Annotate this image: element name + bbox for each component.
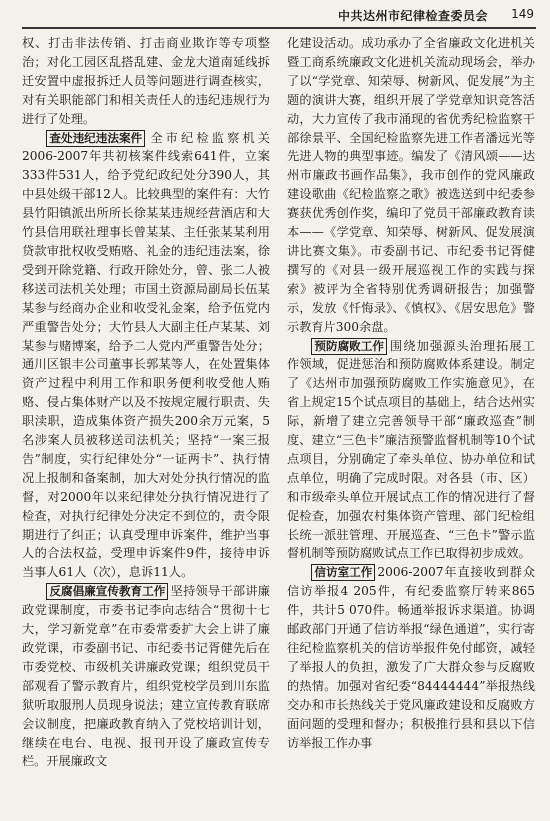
section-body-education: 坚持领导干部讲廉政党课制度，市委书记李向志结合“贯彻十七大，学习新党章”在市委常委扩大会上讲了廉政党课，市委副书记、市纪委书记胥健先后在市委党校、市级机关讲廉政党课；组织党员干部观看了警示教育片，组织党校学员到川东监狱听取服刑人员现身说法；建立宣传教育联席会议制度，把廉政教育纳入了党校培训计划，继续在电台、电视、报刊开设了廉政宣传专栏。开展廉政文: [22, 584, 270, 769]
section-petition-office: [287, 563, 535, 752]
right-column: [287, 34, 535, 752]
section-title-petition-office: 信访室工作: [311, 564, 375, 581]
header-rule: [22, 27, 536, 29]
paragraph-continued: 权、打击非法传销、打击商业欺诈等专项整治；对化工园区乱搭乱建、金龙大道南延线拆迁安置中虚报拆迁人员等问题进行调查核实，对有关职能部门和相关责任人的违纪违规行为进行了处理。: [22, 36, 270, 126]
running-header: [0, 0, 550, 28]
section-prevention: [287, 337, 535, 564]
section-title-case-investigation: 查处违纪违法案件: [46, 130, 145, 147]
section-title-education: 反腐倡廉宣传教育工作: [46, 583, 168, 600]
section-body-case-investigation: 全市纪检监察机关2006-2007年共初核案件线索641件，立案333件531人，给予党纪政纪处分390人，其中县处级干部12人。比较典型的案件有：大竹县竹阳镇派出所所长徐某某违规经营酒店和大竹县信用联社理事长曾某某、主任张某某利用贷款审批权收受贿赂、礼金的违纪违法案，徐受到开除党籍、行政开除处分，曾、张二人被移送司法机关处理；市国土资源局副局长伍某某参与经商办企业和收受礼金案，给予伍党内严重警告处分；大竹县人大副主任卢某某、刘某参与赌博案，给予二人党内严重警告处分；通川区银丰公司董事长郭某等人，在处置集体资产过程中利用工作和职务便利收受他人贿赂、侵占集体财产以及不按规定履行职责、失职渎职，造成集体资产损失200余万元案，5名涉案人员被移送司法机关；坚持“一案三报告”制度，实行纪律处分“一证两卡”、执行情况上报制和备案制，加大对处分执行情况的监督，对2000年以来纪律处分执行情况进行了检查，对执行纪律处分决定不到位的，责令限期进行了纠正；认真受理申诉案件，维护当事人的合法权益，受理申诉案件9件，接待申诉当事人61人（次），息诉11人。: [22, 130, 270, 580]
section-body-prevention: 围绕加强源头治理拓展工作领域，促进惩治和预防腐败体系建设。制定了《达州市加强预防腐败工作实施意见》，在省上规定15个试点项目的基础上，结合达州实际，新增了建立完善领导干部“廉政巡查”制度、建立“三色卡”廉洁预警监督机制等10个试点项目，分别确定了牵头单位、协办单位和试点单位，明确了完成时限。对各县（市、区）和市级牵头单位开展试点工作的情况进行了督促检查，加强农村集体资产管理、部门纪检组长统一派驻管理、开展巡查、“三色卡”警示监督机制等预防腐败试点工作已取得初步成效。: [287, 338, 535, 561]
left-column: [22, 34, 270, 771]
header-title: 中共达州市纪律检查委员会: [337, 9, 488, 23]
section-case-investigation: [22, 129, 270, 583]
paragraph-culture-continued: 化建设活动。成功承办了全省廉政文化进机关暨工商系统廉政文化进机关流动现场会，举办了以“学党章、知荣辱、树新风、促发展”为主题的演讲大赛，组织开展了学党章知识竞答活动，大力宣传了我市涌现的省优秀纪检监察干部徐景平、全国纪检监察先进工作者潘远光等先进人物的典型事迹。编发了《清风颂——达州市廉政书画作品集》，我市创作的党风廉政建设歌曲《纪检监察之歌》被选送到中纪委参赛获优秀创作奖，编印了党员干部廉政教育读本——《学党章、知荣辱、树新风、促发展演讲比赛文集》。市委副书记、市纪委书记胥健撰写的《对县一级开展巡视工作的实践与探索》被评为全省特别优秀调研报告；加强警示，发放《忏悔录》、《慎权》、《居安思危》警示教育片300余盘。: [287, 36, 535, 334]
page-number: 149: [511, 7, 534, 21]
section-title-prevention: 预防腐败工作: [311, 338, 387, 355]
section-education: [22, 582, 270, 771]
section-body-petition-office: 2006-2007年直接收到群众信访举报4 205件，有纪委监察厅转来865件，共计5 070件。畅通举报诉求渠道。协调邮政部门开通了信访举报“绿色通道”，实行寄往纪检监察机关的信访举报件免付邮资，减轻了举报人的负担，激发了广大群众参与反腐败的热情。加强对省纪委“84444444”举报热线交办和市长热线关于党风廉政建设和反腐败方面问题的受理和督办；积极推行县和县以下信访举报工作办事: [287, 565, 535, 750]
